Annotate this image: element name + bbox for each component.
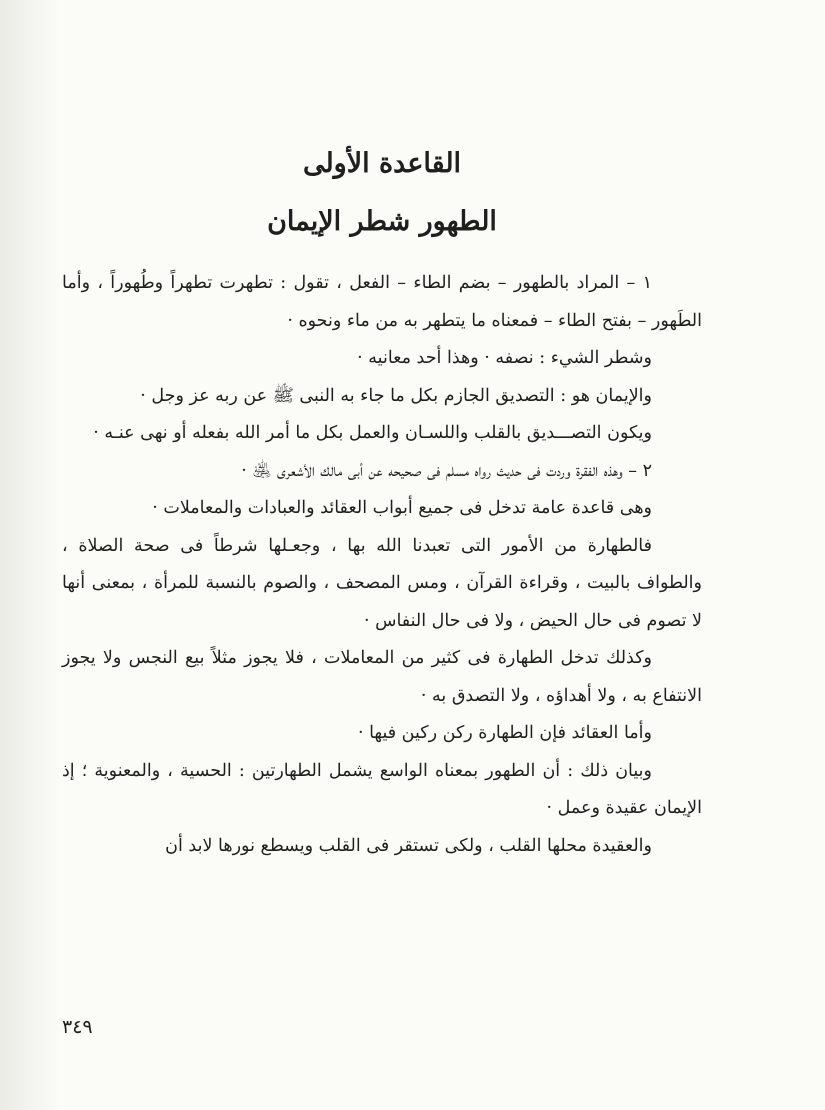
paragraph-5: ٢ – وهذه الفقرة وردت فى حديث رواه مسلم فى صحيحه عن أبى مالك الأشعرى ﵁ ·	[241, 460, 652, 481]
page-body	[62, 135, 702, 865]
paragraph-6: وهى قاعدة عامة تدخل فى جميع أبواب العقائد والعبادات والمعاملات ·	[152, 498, 652, 518]
paragraph-1: ١ – المراد بالطهور – بضم الطاء – الفعل ، تقول : تطهرت تطهراً وطُهوراً ، وأما الطَهور – بفتح الطاء – فمعناه ما يتطهر به من ماء ونحوه ·	[62, 273, 702, 331]
paragraph-2: وشطر الشيء : نصفه · وهذا أحد معانيه ·	[357, 348, 652, 368]
paragraph-4: ويكون التصـــديق بالقلب واللسـان والعمل بكل ما أمر الله بفعله أو نهى عنـه ·	[93, 423, 652, 443]
paragraph-11: والعقيدة محلها القلب ، ولكى تستقر فى القلب ويسطع نورها لابد أن	[165, 835, 652, 856]
paragraph-9: وأما العقائد فإن الطهارة ركن ركين فيها ·	[357, 723, 652, 743]
page-edge-shadow	[0, 0, 60, 1110]
chapter-title: القاعدة الأولى	[302, 148, 462, 179]
paragraph-7: فالطهارة من الأمور التى تعبدنا الله بها ، وجعـلها شرطاً فى صحة الصلاة ، والطواف بالبيت ، وقراءة القرآن ، ومس المصحف ، والصوم بالنسبة للمرأة ، بمعنى أنها لا تصوم فى حال الحيض ، ولا فى حال النفاس ·	[62, 535, 702, 631]
chapter-subtitle: الطهور شطر الإيمان	[267, 206, 497, 237]
paragraph-10: وبيان ذلك : أن الطهور بمعناه الواسع يشمل الطهارتين : الحسية ، والمعنوية ؛ إذ الإيمان عقيدة وعمل ·	[62, 760, 702, 818]
paragraph-3: والإيمان هو : التصديق الجازم بكل ما جاء به النبى ﷺ عن ربه عز وجل ·	[140, 385, 652, 406]
paragraph-8: وكذلك تدخل الطهارة فى كثير من المعاملات ، فلا يجوز مثلاً بيع النجس ولا يجوز الانتفاع به ، ولا أهداؤه ، ولا التصدق به ·	[62, 648, 702, 706]
page-number: ٣٤٩	[62, 1016, 93, 1038]
